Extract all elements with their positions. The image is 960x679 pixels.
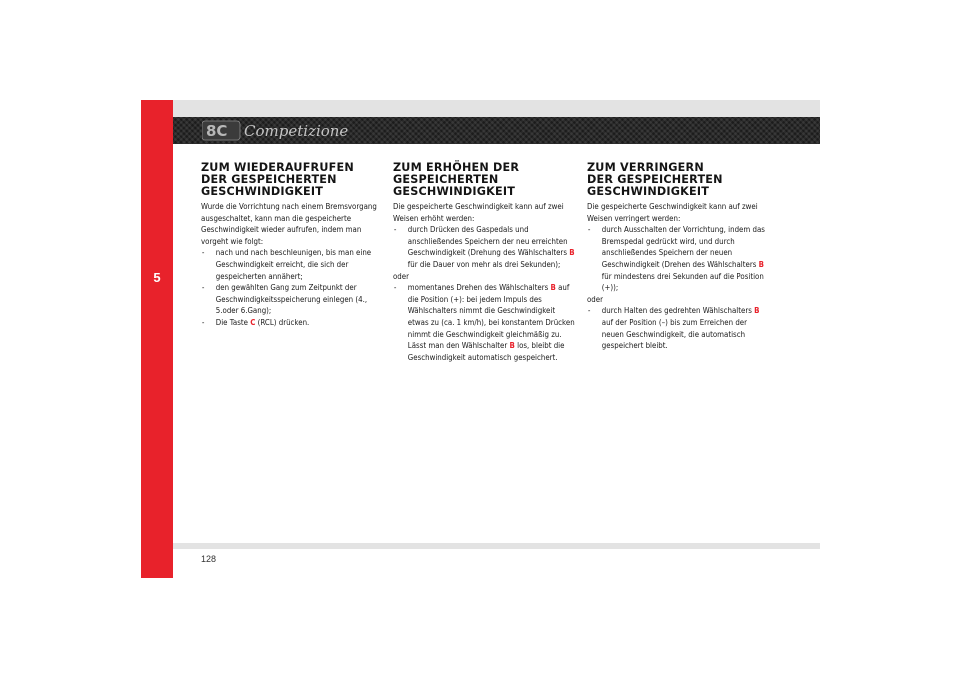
list-item: - nach und nach beschleunigen, bis man eine Geschwindigkeit erreicht, die sich der gespeicherten annähert; (201, 247, 372, 281)
page-number: 128 (201, 554, 217, 564)
list-item: - den gewählten Gang zum Zeitpunkt der Geschwindigkeitsspeicherung einlegen (4., 5.oder 6.Gang); (201, 282, 368, 316)
key-c-label: C (250, 316, 256, 327)
list-item: - momentanes Drehen des Wählschalters B auf die Position (+): bei jedem Impuls des Wählschalters nimmt die Geschwindigkeit etwas zu (ca. 1 km/h), bei konstantem Drücken nimmt die Geschwindigkeit gleichmäßig zu. Lässt man den Wählschalter B los, bleibt die Geschwindigkeit automatisch gespeichert. (393, 282, 575, 362)
heading-increase: ZUM ERHÖHEN DER GESPEICHERTEN GESCHWINDIGKEIT (393, 161, 520, 198)
text-increase (393, 201, 576, 363)
list-item: - durch Halten des gedrehten Wählschalters B auf der Position (–) bis zum Erreichen der neuen Geschwindigkeit, die automatisch gespeichert bleibt. (587, 305, 760, 351)
column-decrease (587, 162, 771, 352)
oder-label: oder (393, 270, 410, 281)
key-b-label: B (550, 282, 556, 293)
key-b-label: B (758, 258, 765, 269)
oder-label: oder (587, 293, 604, 304)
key-b-label: B (509, 340, 515, 351)
text-recall (201, 201, 384, 329)
intro-increase: Die gespeicherte Geschwindigkeit kann auf zwei Weisen erhöht werden: (393, 201, 564, 223)
list-item: - durch Ausschalten der Vorrichtung, indem das Bremspedal gedrückt wird, und durch anschließendes Speichern der neuen Geschwindigkeit (Drehen des Wählschalters B für mindestens drei Sekunden auf die Position (+)); (587, 224, 765, 293)
key-b-label: B (754, 305, 760, 316)
footer-band (173, 543, 820, 549)
intro-decrease: Die gespeicherte Geschwindigkeit kann auf zwei Weisen verringert werden: (587, 201, 758, 223)
column-increase (393, 162, 577, 363)
svg-text:Competizione: Competizione (244, 122, 349, 140)
intro-recall: Wurde die Vorrichtung nach einem Bremsvorgang ausgeschaltet, kann man die gespeicherte Geschwindigkeit wieder aufrufen, indem man vorgeht wie folgt: (201, 201, 377, 246)
list-item: - Die Taste C (RCL) drücken. (201, 316, 310, 327)
8c-competizione-logo (202, 120, 382, 141)
column-recall (201, 162, 385, 329)
chapter-tab (141, 100, 173, 578)
chapter-number: 5 (153, 270, 161, 285)
list-item: - durch Drücken des Gaspedals und anschließendes Speichern der neu erreichten Geschwindigkeit (Drehung des Wählschalters B für die Dauer von mehr als drei Sekunden); (393, 224, 575, 269)
text-decrease (587, 201, 770, 352)
svg-text:8C: 8C (206, 122, 228, 140)
header-band (173, 100, 820, 117)
heading-decrease: ZUM VERRINGERN DER GESPEICHERTEN GESCHWINDIGKEIT (587, 161, 723, 198)
heading-recall: ZUM WIEDERAUFRUFEN DER GESPEICHERTEN GESCHWINDIGKEIT (201, 161, 354, 198)
key-b-label: B (569, 247, 575, 258)
